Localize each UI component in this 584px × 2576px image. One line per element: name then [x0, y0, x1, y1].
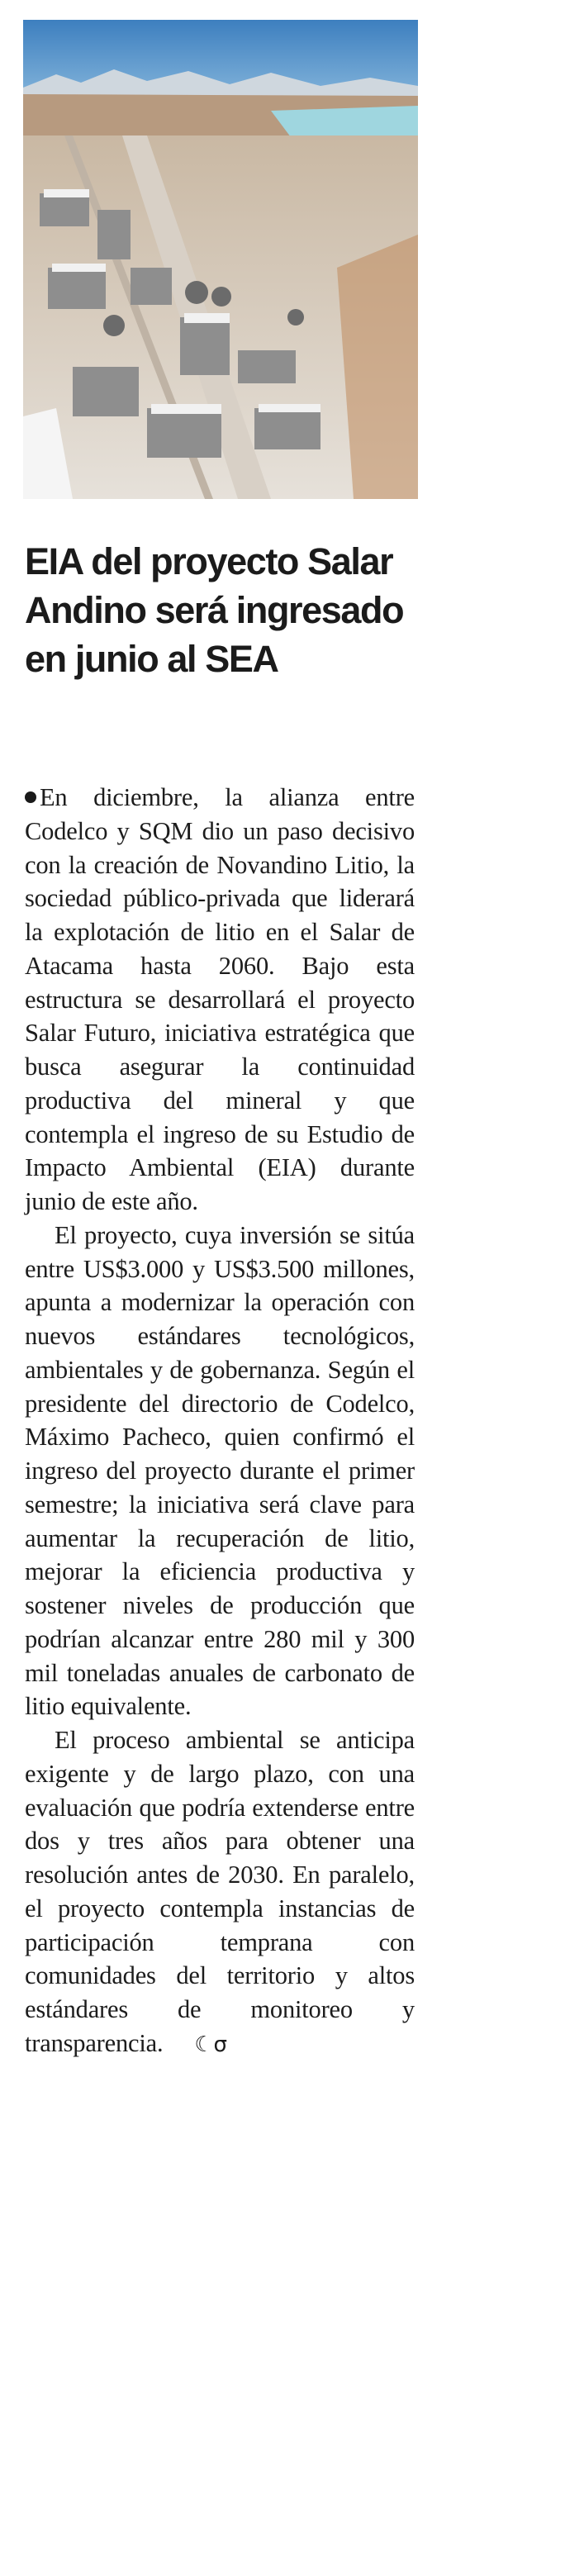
article-body	[25, 781, 415, 2060]
article-headline: EIA del proyecto Salar Andino será ingresado en junio al SEA	[25, 540, 404, 680]
lead-bullet-icon	[25, 791, 36, 803]
paragraph-3-text: El proceso ambiental se anticipa exigente y de largo plazo, con una evaluación que podría extenderse entre dos y tres años para obtener una resolución antes de 2030. En paralelo, el proyecto contempla instancias de participación temprana con comunidades del territorio y altos estándares de monitoreo y transparencia.	[25, 1726, 415, 2057]
article-paragraph-3	[25, 1723, 415, 2060]
article-paragraph-1	[25, 781, 415, 1219]
newspaper-end-mark-icon: ☾σ	[194, 2032, 227, 2057]
paragraph-1-text: En diciembre, la alianza entre Codelco y SQM dio un paso decisivo con la creación de Novandino Litio, la sociedad público-privada que liderará la explotación de litio en el Salar de Atacama hasta 2060. Bajo esta estructura se desarrollará el proyecto Salar Futuro, iniciativa estratégica que busca asegurar la continuidad productiva del mineral y que contempla el ingreso de su Estudio de Impacto Ambiental (EIA) durante junio de este año.	[25, 783, 415, 1215]
article-paragraph-2: El proyecto, cuya inversión se sitúa entre US$3.000 y US$3.500 millones, apunta a modernizar la operación con nuevos estándares tecnológicos, ambientales y de gobernanza. Según el presidente del directorio de Codelco, Máximo Pacheco, quien confirmó el ingreso del proyecto durante el primer semestre; la iniciativa será clave para aumentar la recuperación de litio, mejorar la eficiencia productiva y sostener niveles de producción que podrían alcanzar entre 280 mil y 300 mil toneladas anuales de carbonato de litio equivalente.	[25, 1220, 415, 1721]
article-photo-salar-plant	[23, 20, 418, 499]
